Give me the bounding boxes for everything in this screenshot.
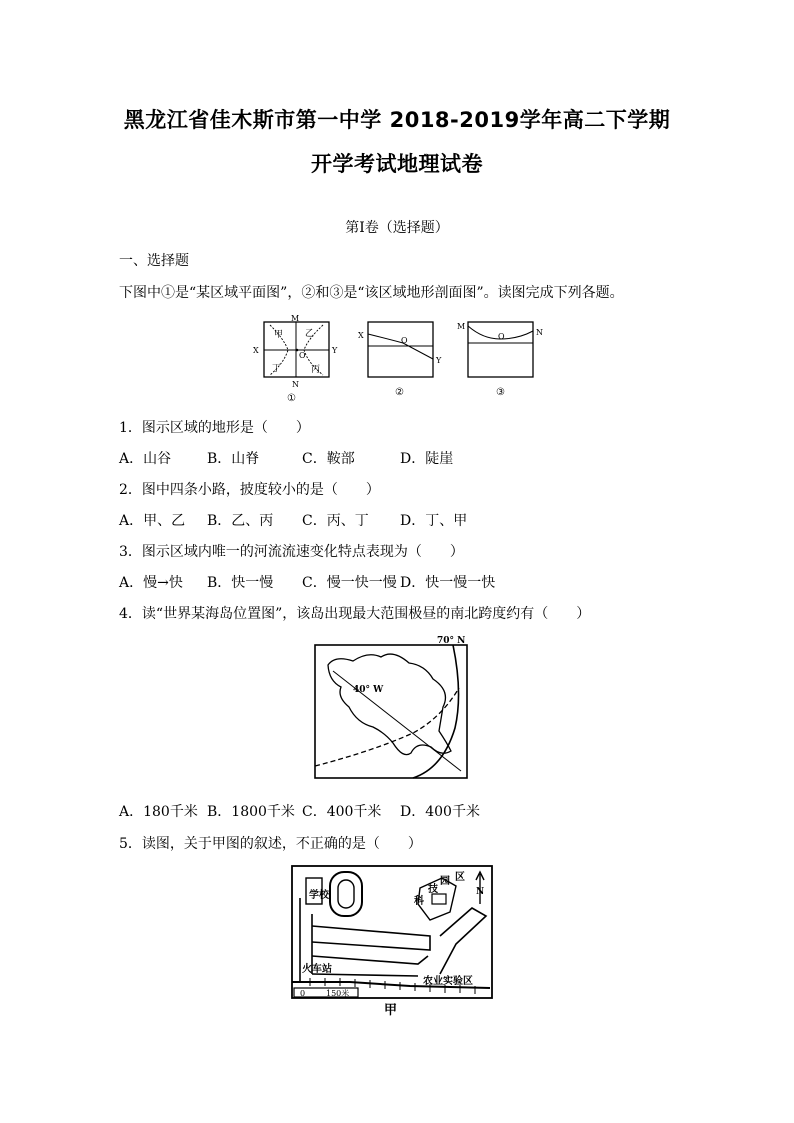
q2-option-b[interactable]: B．乙、丙 [207,513,274,529]
figure-caption-jia: 甲 [384,1003,398,1018]
q2-option-d[interactable]: D．丁、甲 [400,513,468,529]
label-ding: 丁 [272,364,282,374]
label-N: N [292,380,299,389]
island-outline [328,654,451,755]
scale-zero: 0 [300,989,306,998]
question-4-stem: 4．读“世界某海岛位置图”，该岛出现最大范围极昼的南北跨度约有（ ） [119,606,591,622]
sports-track [330,872,362,916]
profile3-o: O [498,332,505,341]
caption-3: ③ [496,387,505,398]
q1-option-c[interactable]: C．鞍部 [302,451,355,467]
q3-option-a[interactable]: A．慢→快 [119,575,183,591]
label-jia: 甲 [274,330,284,340]
area-plan-map-jia [290,864,500,1019]
caption-1: ① [287,393,296,404]
q1-option-b[interactable]: B．山脊 [207,451,260,467]
plan-view-panel [253,314,338,404]
profile3-n: N [536,328,543,337]
q4-option-d[interactable]: D．400千米 [400,804,480,820]
latitude-label: 70° N [437,636,466,646]
question-4-options [119,801,480,821]
part-heading: 一、选择题 [119,253,189,269]
q3-option-b[interactable]: B．快一慢 [207,575,274,591]
latitude-arc [413,645,459,778]
label-tech-ji: 技 [428,884,438,895]
profile2-y: Y [436,356,442,365]
dashed-arc [315,688,459,766]
question-1-options [119,448,453,468]
profile-mn-panel [457,322,543,398]
caption-2: ② [395,387,404,398]
label-tech-ke: 科 [414,896,424,907]
profile2-x: X [358,331,364,340]
q4-option-a[interactable]: A．180千米 [119,804,198,820]
profile2-o: O [401,336,408,345]
label-school: 学校 [309,890,329,901]
label-X: X [253,346,259,355]
label-bing: 丙 [311,365,321,375]
q4-option-c[interactable]: C．400千米 [302,804,382,820]
q2-option-a[interactable]: A．甲、乙 [119,513,186,529]
label-yi: 乙 [305,329,315,339]
section-title: 第Ⅰ卷（选择题） [345,220,449,236]
label-tech-yuan: 园 [440,876,450,887]
question-3-stem: 3．图示区域内唯一的河流流速变化特点表现为（ ） [119,544,464,560]
question-2-stem: 2．图中四条小路，披度较小的是（ ） [119,482,380,498]
question-2-options [119,510,467,530]
q3-option-d[interactable]: D．快一慢一快 [400,575,496,591]
profile3-m: M [457,322,466,331]
q1-option-a[interactable]: A．山谷 [119,451,172,467]
question-5-stem: 5．读图，关于甲图的叙述，不正确的是（ ） [119,836,422,852]
label-Y: Y [332,346,338,355]
island-location-map [313,633,473,781]
q3-option-c[interactable]: C．慢一快一慢 [302,575,397,591]
label-tech-qu: 区 [455,872,465,883]
document-title-line2: 开学考试地理试卷 [311,152,483,176]
label-farm: 农业实验区 [423,976,473,987]
question-3-options [119,572,495,592]
longitude-label: 40° W [353,685,384,695]
label-station: 火车站 [302,964,332,975]
question-1-stem: 1．图示区域的地形是（ ） [119,420,310,436]
intro-text: 下图中①是“某区域平面图”，②和③是“该区域地形剖面图”。读图完成下列各题。 [119,285,624,301]
label-O: O [299,351,306,360]
q4-option-b[interactable]: B．1800千米 [207,804,295,820]
profile-xy-panel [358,322,442,398]
q2-option-c[interactable]: C．丙、丁 [302,513,369,529]
label-M: M [291,314,300,323]
document-title-line1: 黑龙江省佳木斯市第一中学 2018-2019学年高二下学期 [123,108,671,132]
figure-contour-diagrams [248,313,554,405]
label-north: N [476,887,485,897]
q1-option-d[interactable]: D．陡崖 [400,451,454,467]
scale-value: 150米 [326,989,350,998]
